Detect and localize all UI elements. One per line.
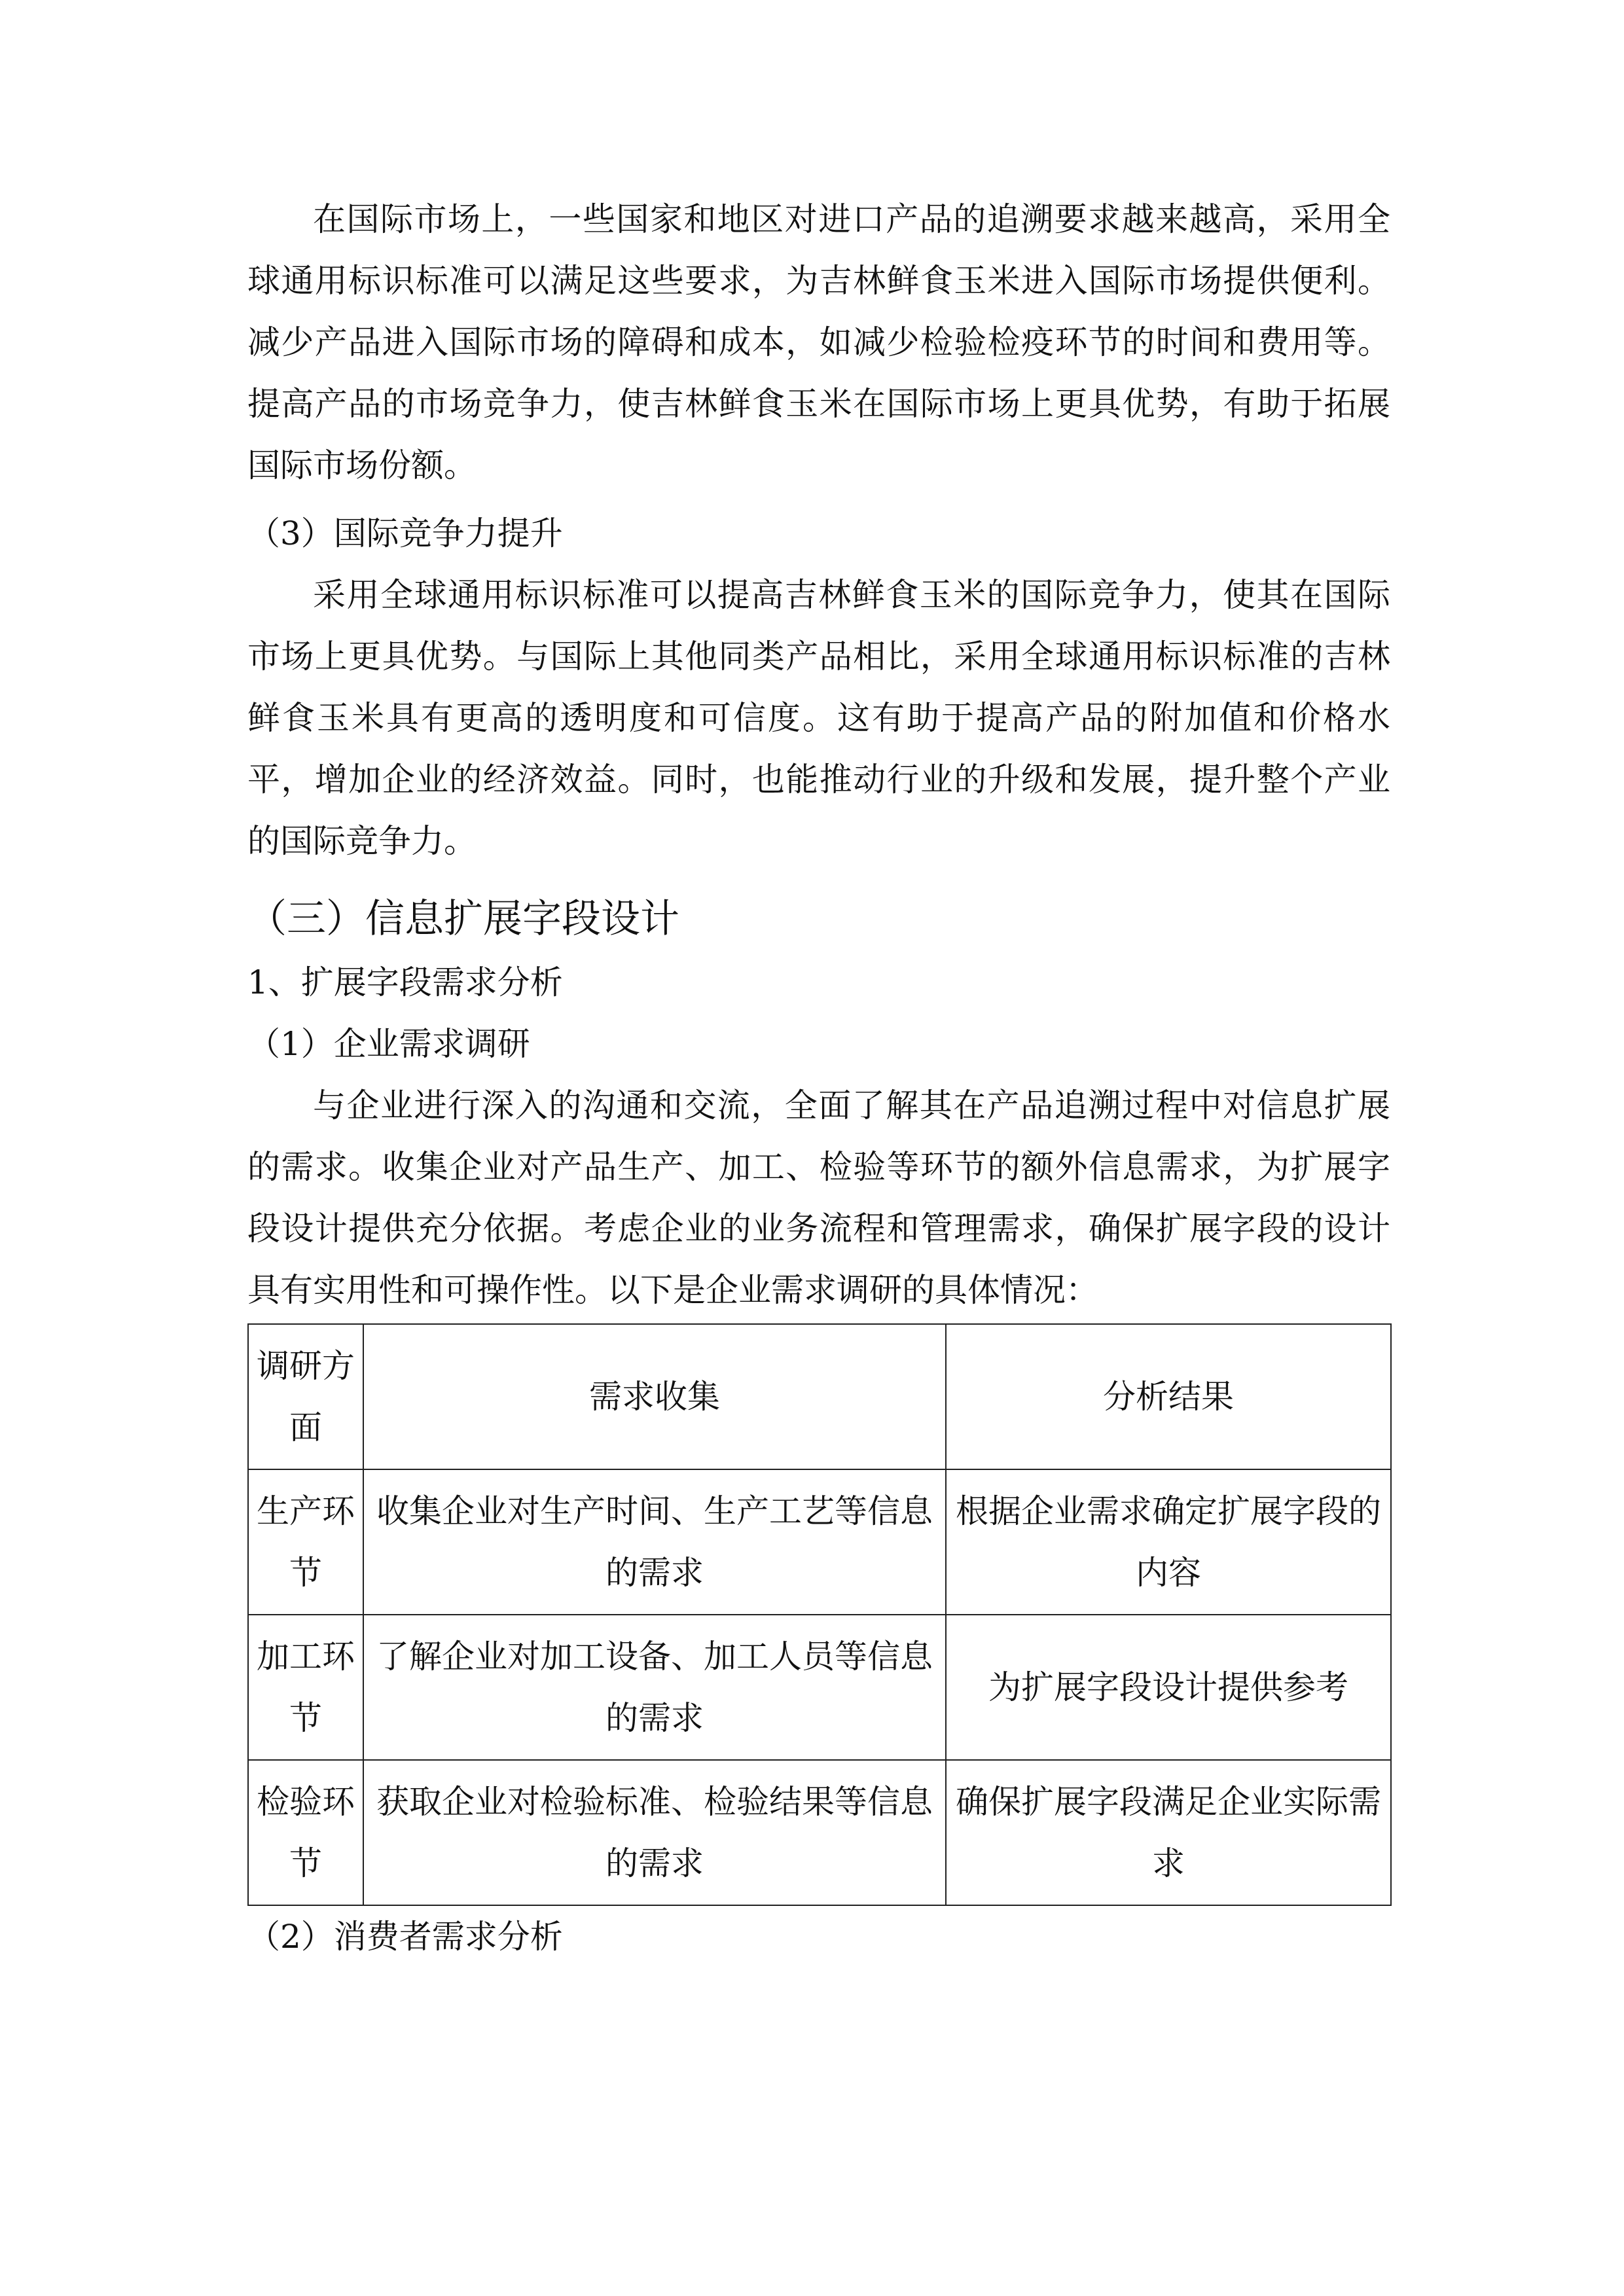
heading-consumer-analysis: （2）消费者需求分析 <box>247 1918 563 1956</box>
table-header-row <box>248 1324 1391 1469</box>
paragraph-intl-market: 在国际市场上，一些国家和地区对进口产品的追溯要求越来越高，采用全球通用标识标准可以满足这些要求，为吉林鲜食玉米进入国际市场提供便利。减少产品进入国际市场的障碍和成本，如减少检验检疫环节的时间和费用等。提高产品的市场竞争力，使吉林鲜食玉米在国际市场上更具优势，有助于拓展国际市场份额。 <box>247 200 1390 484</box>
table-cell: 了解企业对加工设备、加工人员等信息的需求 <box>363 1615 946 1760</box>
table-header-cell: 分析结果 <box>946 1324 1391 1469</box>
table-cell: 收集企业对生产时间、生产工艺等信息的需求 <box>363 1469 946 1615</box>
subsection-title: 1、扩展字段需求分析 <box>247 963 563 1001</box>
table-row <box>248 1760 1391 1905</box>
table-cell: 根据企业需求确定扩展字段的内容 <box>946 1469 1391 1615</box>
table-cell: 加工环节 <box>248 1615 363 1760</box>
table-cell: 检验环节 <box>248 1760 363 1905</box>
document-body <box>247 188 1390 1967</box>
survey-table <box>247 1323 1392 1906</box>
table-row <box>248 1469 1391 1615</box>
table-cell: 为扩展字段设计提供参考 <box>946 1615 1391 1760</box>
table-cell: 生产环节 <box>248 1469 363 1615</box>
table-cell: 获取企业对检验标准、检验结果等信息的需求 <box>363 1760 946 1905</box>
table-header-cell: 调研方面 <box>248 1324 363 1469</box>
table-header-cell: 需求收集 <box>363 1324 946 1469</box>
paragraph-enterprise-survey: 与企业进行深入的沟通和交流，全面了解其在产品追溯过程中对信息扩展的需求。收集企业对产品生产、加工、检验等环节的额外信息需求，为扩展字段设计提供充分依据。考虑企业的业务流程和管理需求，确保扩展字段的设计具有实用性和可操作性。以下是企业需求调研的具体情况： <box>247 1086 1390 1309</box>
heading-competitiveness: （3）国际竞争力提升 <box>247 514 563 552</box>
table-cell: 确保扩展字段满足企业实际需求 <box>946 1760 1391 1905</box>
table-row <box>248 1615 1391 1760</box>
paragraph-competitiveness: 采用全球通用标识标准可以提高吉林鲜食玉米的国际竞争力，使其在国际市场上更具优势。与国际上其他同类产品相比，采用全球通用标识标准的吉林鲜食玉米具有更高的透明度和可信度。这有助于提高产品的附加值和价格水平，增加企业的经济效益。同时，也能推动行业的升级和发展，提升整个产业的国际竞争力。 <box>247 576 1390 860</box>
section-title: （三）信息扩展字段设计 <box>247 896 679 942</box>
heading-enterprise-survey: （1）企业需求调研 <box>247 1025 530 1063</box>
